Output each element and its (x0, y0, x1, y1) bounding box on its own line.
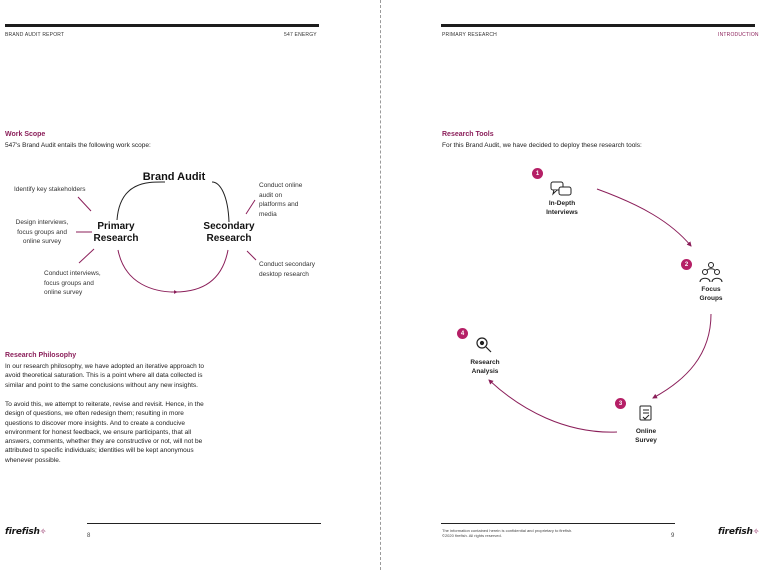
page-number: 9 (671, 533, 675, 539)
research-tools-heading: Research Tools (442, 131, 494, 138)
step-badge: 3 (615, 398, 626, 409)
cycle-arrow-2-3 (653, 314, 711, 398)
firefish-logo: firefish✧ (5, 527, 47, 537)
confidential-note: The information contained herein is confidential and proprietary to firefish. (442, 528, 573, 533)
connector-line (246, 200, 255, 214)
scope-item-stakeholders: Identify key stakeholders (14, 186, 86, 193)
upper-right-arc (212, 182, 229, 222)
scope-item-conduct: Conduct interviews, focus groups and online survey (44, 270, 101, 297)
flame-icon: ✧ (39, 527, 47, 536)
page-number: 8 (87, 533, 91, 539)
connector-line (78, 197, 91, 211)
work-scope-intro: 547's Brand Audit entails the following work scope: (5, 142, 151, 149)
step-badge: 1 (532, 168, 543, 179)
primary-research-label: Primary Research (93, 221, 139, 244)
speech-bubbles-icon (551, 182, 571, 195)
lower-arc (118, 250, 228, 292)
header-report-title: BRAND AUDIT REPORT (5, 32, 65, 38)
tool-label-online-survey: Online Survey (635, 428, 657, 444)
cycle-arrow-1-2 (597, 189, 691, 246)
connector-line (247, 251, 256, 260)
firefish-logo: firefish✧ (718, 527, 760, 537)
scope-item-online-audit: Conduct online audit on platforms and media (259, 182, 303, 218)
right-page (381, 0, 760, 570)
tool-label-focus-groups: Focus Groups (699, 286, 723, 302)
bottom-rule (87, 523, 321, 524)
scope-item-desktop: Conduct secondary desktop research (259, 261, 316, 278)
connector-line (79, 249, 94, 263)
flame-icon: ✧ (752, 527, 760, 536)
philosophy-paragraph-2: To avoid this, we attempt to reiterate, revise and revisit. Hence, in the design of questions, we often redesign them; resulting in more questions to discover more insights. And to create a conducive environment for honest feedback, we ensure participants, that all answers, comments, whether they are constructive or not, will not be attributed to specific individuals; identities will be kept anonymous whenever possible. (5, 401, 204, 464)
tool-label-interviews: In-Depth Interviews (546, 200, 578, 216)
philosophy-paragraph-1: In our research philosophy, we have adopted an iterative approach to avoid theoretical saturation. This is a point where all data collected is similar and point to the same conclusions without any new insights. (5, 363, 204, 389)
checklist-document-icon (640, 406, 651, 420)
header-client-name: 547 ENERGY (284, 32, 317, 38)
bottom-rule (441, 523, 675, 524)
work-scope-heading: Work Scope (5, 131, 46, 138)
cycle-arrow-3-4 (489, 380, 617, 432)
secondary-research-label: Secondary Research (203, 221, 255, 244)
scope-item-design: Design interviews, focus groups and online survey (15, 219, 69, 246)
people-group-icon (700, 263, 722, 283)
header-chapter-title: INTRODUCTION (718, 32, 759, 38)
step-badge: 2 (681, 259, 692, 270)
step-badge: 4 (457, 328, 468, 339)
upper-left-arc (117, 182, 165, 220)
magnifier-icon (477, 338, 491, 352)
header-section-title: PRIMARY RESEARCH (442, 32, 497, 38)
brand-audit-label: Brand Audit (142, 171, 206, 183)
research-philosophy-heading: Research Philosophy (5, 352, 77, 359)
tool-label-research-analysis: Research Analysis (470, 359, 500, 375)
copyright-note: ©2020 firefish. All rights reserved. (442, 533, 502, 538)
research-tools-intro: For this Brand Audit, we have decided to deploy these research tools: (442, 142, 642, 149)
